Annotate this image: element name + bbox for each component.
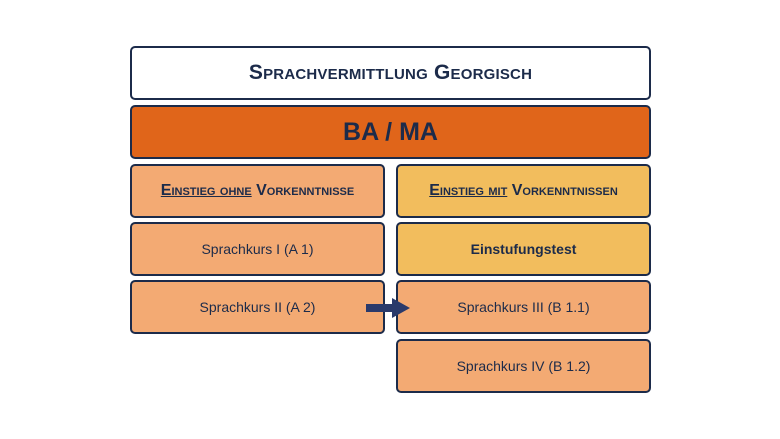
level-label: BA / MA xyxy=(343,117,438,146)
header-no-prior-knowledge-underlined: Einstieg ohne xyxy=(160,182,252,199)
course-label-b1-2: Sprachkurs IV (B 1.2) xyxy=(456,358,591,374)
course-label-a1: Sprachkurs I (A 1) xyxy=(201,241,314,257)
header-with-prior-knowledge xyxy=(396,164,651,218)
header-with-prior-knowledge-underlined: Einstieg mit xyxy=(429,182,508,199)
level-box xyxy=(130,105,651,159)
course-label-b1-1: Sprachkurs III (B 1.1) xyxy=(457,299,590,315)
course-box-a1 xyxy=(130,222,385,276)
diagram-title: Sprachvermittlung Georgisch xyxy=(248,61,533,84)
header-with-prior-knowledge-rest: Vorkenntnissen xyxy=(507,182,618,199)
placement-test-box xyxy=(396,222,651,276)
course-box-b1-2 xyxy=(396,339,651,393)
header-no-prior-knowledge-rest: Vorkenntnisse xyxy=(251,182,355,199)
course-box-b1-1 xyxy=(396,280,651,334)
arrow-right-icon xyxy=(366,298,410,318)
diagram-title-box xyxy=(130,46,651,100)
placement-test-label: Einstufungstest xyxy=(470,241,577,257)
course-box-a2 xyxy=(130,280,385,334)
course-label-a2: Sprachkurs II (A 2) xyxy=(199,299,316,315)
header-no-prior-knowledge xyxy=(130,164,385,218)
